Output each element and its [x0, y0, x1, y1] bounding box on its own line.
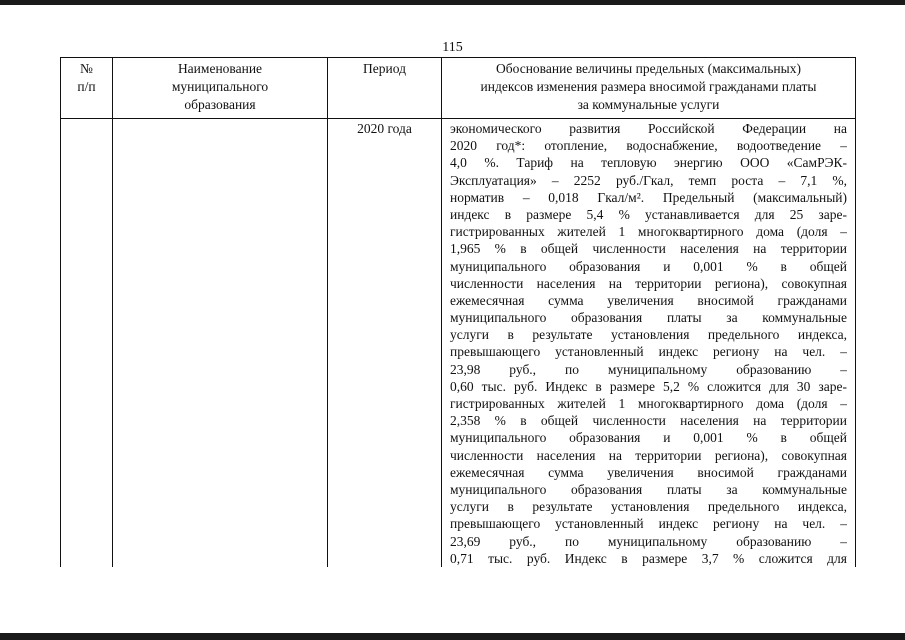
cell-period: 2020 года	[328, 119, 442, 567]
basis-line: муниципального образования платы за коммунальные	[450, 310, 847, 326]
basis-line: численности населения на территории региона), совокупная	[450, 275, 847, 291]
basis-line: Эксплуатация» – 2252 руб./Гкал, темп роста – 7,1 %,	[450, 172, 847, 188]
basis-line: превышающего установленный индекс региону на чел. –	[450, 344, 847, 360]
header-name-line: образования	[184, 97, 256, 112]
header-basis	[442, 58, 856, 119]
basis-line: гистрированных жителей 1 многоквартирного дома (доля –	[450, 224, 847, 240]
basis-line: 1,965 % в общей численности населения на территории	[450, 241, 847, 257]
header-number-line: №	[80, 61, 93, 76]
basis-line: численности населения на территории региона), совокупная	[450, 447, 847, 463]
header-basis-line: индексов изменения размера вносимой гражданами платы	[480, 79, 817, 94]
header-name-line: муниципального	[171, 79, 269, 94]
basis-line: 23,98 руб., по муниципальному образованию –	[450, 361, 847, 377]
page-number: 115	[442, 40, 463, 55]
header-period-line: Период	[363, 61, 406, 76]
basis-line: индекс в размере 5,4 % устанавливается для 25 заре-	[450, 206, 847, 222]
tariff-table	[60, 57, 856, 567]
header-basis-line: за коммунальные услуги	[577, 97, 720, 112]
table-header-row	[61, 58, 856, 119]
header-name-line: Наименование	[177, 61, 263, 76]
basis-line: превышающего установленный индекс региону на чел. –	[450, 516, 847, 532]
basis-line: ежемесячная сумма увеличения вносимой гражданами	[450, 292, 847, 308]
basis-line: 0,71 тыс. руб. Индекс в размере 3,7 % сложится для	[450, 550, 847, 566]
scan-edge-bottom	[0, 633, 905, 640]
cell-number	[61, 119, 113, 567]
basis-line: гистрированных жителей 1 многоквартирного дома (доля –	[450, 396, 847, 411]
basis-line: норматив – 0,018 Гкал/м². Предельный (максимальный)	[450, 189, 847, 205]
basis-line: услуги в результате установления предельного индекса,	[450, 327, 847, 343]
basis-line: 2020 год*: отопление, водоснабжение, водоотведение –	[450, 138, 847, 154]
basis-line: муниципального образования платы за коммунальные	[450, 481, 847, 497]
header-basis-line: Обоснование величины предельных (максимальных)	[496, 61, 801, 76]
header-number-line: п/п	[77, 79, 96, 94]
basis-line: ежемесячная сумма увеличения вносимой гражданами	[450, 464, 847, 480]
basis-line: 2,358 % в общей численности населения на территории	[450, 413, 847, 429]
cell-basis	[442, 119, 856, 567]
cell-municipality-name	[113, 119, 328, 567]
basis-line: 0,60 тыс. руб. Индекс в размере 5,2 % сложится для 30 заре-	[450, 378, 847, 394]
header-municipality-name	[113, 58, 328, 119]
basis-line: муниципального образования и 0,001 % в общей	[450, 258, 847, 274]
table-row	[61, 119, 856, 567]
basis-line: 23,69 руб., по муниципальному образованию –	[450, 533, 847, 549]
header-period	[328, 58, 442, 119]
basis-line: услуги в результате установления предельного индекса,	[450, 499, 847, 515]
header-number	[61, 58, 113, 119]
basis-line: муниципального образования и 0,001 % в общей	[450, 430, 847, 446]
basis-line: 4,0 %. Тариф на тепловую энергию ООО «СамРЭК-	[450, 155, 847, 171]
basis-line: экономического развития Российской Федерации на	[450, 121, 847, 136]
scan-edge-top	[0, 0, 905, 5]
